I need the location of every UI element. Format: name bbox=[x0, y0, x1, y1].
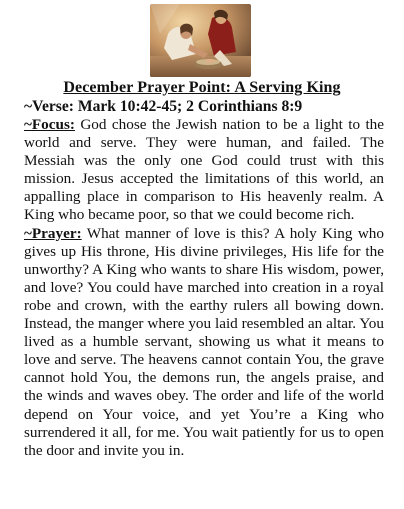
foot-washing-painting bbox=[150, 4, 251, 77]
prayer-content bbox=[24, 97, 384, 460]
verse-label: ~Verse: bbox=[24, 98, 74, 115]
prayer-label: ~Prayer: bbox=[24, 224, 82, 242]
page-title: December Prayer Point: A Serving King bbox=[63, 79, 341, 96]
prayer-paragraph bbox=[24, 225, 384, 460]
focus-paragraph bbox=[24, 116, 384, 225]
focus-text: God chose the Jewish nation to be a light to the world and serve. They were human, and failed. The Messiah was the only one God could trust with this mission. Jesus accepted the limitations of this world, an appalling place in comparison to His heavenly realm. A King who became poor, so that we could become rich. bbox=[24, 116, 384, 224]
verse-reference: Mark 10:42-45; 2 Corinthians 8:9 bbox=[73, 98, 303, 115]
focus-label: ~Focus: bbox=[24, 116, 75, 133]
prayer-text: What manner of love is this? A holy King who gives up His throne, His divine privileges, His life for the unworthy? A King who wants to share His wisdom, power, and love? You could have marched into creation in a royal robe and crown, with the earthy rulers all bowing down. Instead, the manger where you laid resembled an altar. You lived as a humble servant, showing us what it means to love and serve. The heavens cannot contain You, the grave cannot hold You, the demons run, the angels praise, and the winds and waves obey. The order and life of the world depend on Your voice, and yet You’re a King who surrendered it all, for me. You wait patiently for us to open the door and invite you in. bbox=[24, 224, 384, 459]
verse-line bbox=[24, 97, 384, 116]
